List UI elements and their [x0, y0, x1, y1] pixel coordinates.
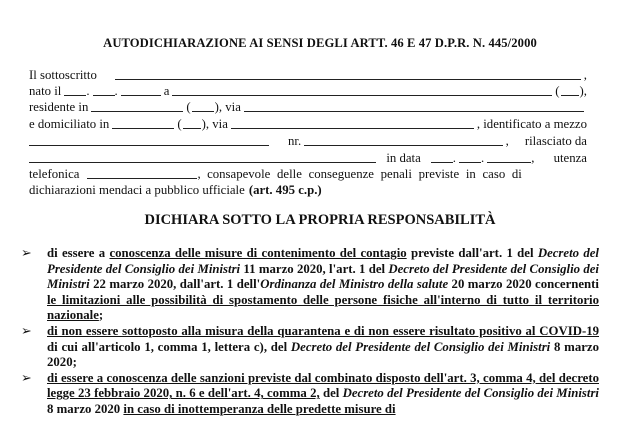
list-item [21, 246, 599, 324]
domiciliato-label: e domiciliato in [29, 117, 110, 131]
bullet-text-3: di essere a conoscenza delle sanzioni previste dal combinato disposto dell'art. 3, comma 4, del decreto legge 23 febbraio 2020, n. 6 e dell'art. 4, comma 2, del Decreto del Presidente del Consiglio dei Ministri 8 marzo 2020 in caso di inottemperanza delle predette misure di [47, 370, 599, 416]
issue-year-field[interactable] [487, 161, 531, 163]
form-row-sottoscritto: Il sottoscritto , [29, 68, 587, 82]
issuer-field[interactable] [29, 161, 376, 163]
birth-month-field[interactable] [93, 94, 115, 96]
identificato-label: identificato a mezzo [483, 117, 587, 131]
domicile-province-field[interactable] [183, 127, 201, 129]
sottoscritto-field[interactable] [115, 78, 581, 80]
via-label: via [225, 100, 241, 114]
nr-label: nr. [288, 134, 302, 148]
declaration-list [21, 246, 599, 418]
document-title: AUTODICHIARAZIONE AI SENSI DEGLI ARTT. 46 E 47 D.P.R. N. 445/2000 [103, 36, 537, 50]
residence-city-field[interactable] [91, 110, 183, 112]
form-row-documento: nr. , rilasciato da [29, 134, 587, 149]
arrow-bullet-icon: ➢ [21, 323, 32, 339]
a-label: a [163, 84, 170, 98]
dichiarazioni-text: dichiarazioni mendaci a pubblico ufficiale [29, 183, 245, 197]
arrow-bullet-icon: ➢ [21, 370, 32, 386]
domicile-street-field[interactable] [231, 127, 474, 129]
birth-day-field[interactable] [64, 94, 86, 96]
sottoscritto-label: Il sottoscritto [29, 68, 97, 82]
residente-label: residente in [29, 100, 89, 114]
residence-street-field[interactable] [244, 110, 584, 112]
issue-month-field[interactable] [459, 161, 481, 163]
form-row-residente: residente in ( ), via [29, 100, 587, 115]
list-item [21, 324, 599, 371]
arrow-bullet-icon: ➢ [21, 246, 32, 261]
phone-field[interactable] [87, 177, 197, 179]
residence-province-field[interactable] [192, 110, 214, 112]
art-reference: (art. 495 c.p.) [248, 183, 322, 197]
telefonica-label: telefonica [29, 167, 80, 181]
nato-label: nato il [29, 84, 62, 98]
birth-province-field[interactable] [561, 94, 579, 96]
declaration-heading: DICHIARA SOTTO LA PROPRIA RESPONSABILITÀ [144, 212, 496, 228]
list-item [21, 371, 599, 418]
form-row-dichiarazioni [29, 183, 587, 198]
document-number-field[interactable] [304, 144, 502, 146]
domicile-city-field[interactable] [112, 127, 174, 129]
via-label-2: via [212, 117, 228, 131]
form-row-nato: nato il . . a ( ), [29, 84, 587, 98]
issue-day-field[interactable] [431, 161, 453, 163]
birth-place-field[interactable] [172, 94, 552, 96]
form-row-rilascio: in data . . , utenza [29, 151, 587, 166]
utenza-label: utenza [553, 151, 587, 165]
rilasciato-label: rilasciato da [524, 134, 587, 148]
bullet-text-2: di non essere sottoposto alla misura della quarantena e di non essere risultato positivo al COVID-19 di cui all'articolo 1, comma 1, lettera c), del Decreto del Presidente del Consiglio dei Ministri 8 marzo 2020; [47, 323, 599, 370]
birth-year-field[interactable] [121, 94, 161, 96]
form-row-telefono: telefonica , consapevole delle conseguenze penali previste in caso di [29, 167, 522, 181]
form-row-domicilio: e domiciliato in ( ), via , identificato a mezzo [29, 117, 587, 131]
consapevole-text: consapevole delle conseguenze penali previste in caso di [207, 167, 522, 181]
bullet-text-1: di essere a conoscenza delle misure di contenimento del contagio previste dall'art. 1 del Decreto del Presidente del Consiglio dei Ministri 11 marzo 2020, l'art. 1 del Decreto del Presidente del Consiglio dei Ministri 22 marzo 2020, dall'art. 1 dell'Ordinanza del Ministro della salute 20 marzo 2020 concernenti le limitazioni alle possibilità di spostamento delle persone fisiche all'interno di tutto il territorio nazionale; [47, 246, 599, 323]
document-type-field[interactable] [29, 144, 269, 146]
in-data-label: in data [386, 151, 421, 165]
